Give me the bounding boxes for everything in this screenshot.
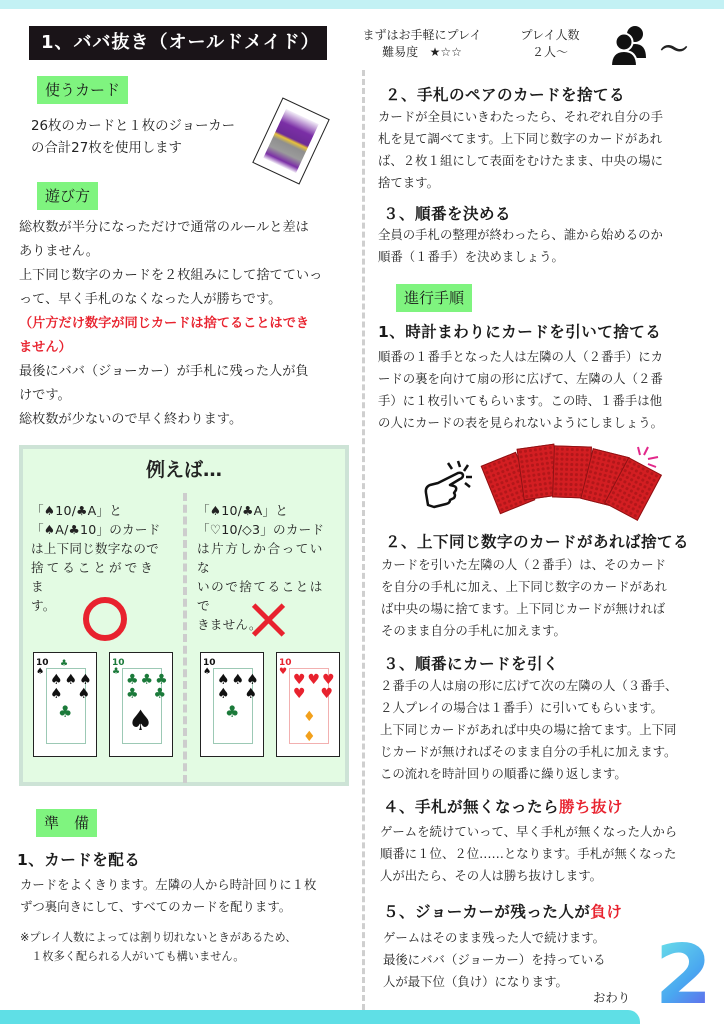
win-text: 勝ち抜け [559, 798, 624, 816]
card-heart10-diamond3: 10 ♥ ♥♥♥ ♥ ♥ ♦ ♦ [276, 652, 340, 757]
step2-text: カードが全員にいきわたったら、それぞれ自分の手 札を見て調べてます。上下同じ数字のカードがあれ ば、２枚１組にして表面をむけたまま、中央の場に 捨てます。 [378, 109, 663, 190]
prep-step1-text: カードをよくきります。左隣の人から時計回りに１枚 ずつ裏向きにして、すべてのカードを配ります。 [20, 877, 317, 914]
club-pips: ♣♣♣ ♣ ♣ [126, 672, 170, 702]
example-divider [183, 493, 187, 783]
bottom-decor-bar [0, 1010, 640, 1024]
warning-text: （片方だけ数字が同じカードは捨てることはでき [19, 316, 310, 331]
diamond-pips: ♦ ♦ [303, 709, 316, 745]
page-number: 2 [655, 928, 713, 1023]
lose-text: 負け [590, 903, 623, 921]
people-icon [608, 24, 652, 66]
difficulty-stars: ★☆☆ [429, 45, 462, 59]
progress-step4-text: ゲームを続けていって、早く手札が無くなった人から 順番に１位、２位……となります。手札が無くなった 人が出たら、その人は勝ち抜けします。 [380, 824, 678, 883]
label-prep: 準 備 [36, 809, 97, 837]
players-value: ２人～ [531, 45, 568, 59]
progress-step3-title: ３、順番にカードを引く [383, 655, 560, 673]
ace-spade-pip: ♠ [128, 704, 154, 737]
progress-step2-title: ２、上下同じ数字のカードがあれば捨てる [385, 533, 690, 551]
example-ng-text: 「♠10/♣A」と 「♡10/◇3」のカード は片方しか合っていな いので捨てることはで きません。 [197, 503, 325, 632]
progress-step1-text: 順番の１番手となった人は左隣の人（２番手）にカ ードの裏を向けて扇の形に広げて、左隣の人（２番 手）に１枚引いてもらいます。この時、１番手は他 の人にカードの表を見られないようにしましょう。 [378, 349, 663, 430]
spade-pips: ♠♠♠ ♠ ♠ [50, 672, 94, 702]
card-spade10-clubA-2: 10 ♠ ♠♠♠ ♠ ♠ ♣ [200, 652, 264, 757]
progress-step2-text: カードを引いた左隣の人（２番手）は、そのカード を自分の手札に加え、上下同じ数字のカードがあれ ば中央の場に捨てます。上下同じカードが無ければ そのまま自分の手札に加えます。 [381, 557, 667, 638]
label-progress: 進行手順 [396, 284, 472, 312]
step2-title: ２、手札のペアのカードを捨てる [385, 86, 626, 104]
circle-ok-icon [83, 597, 127, 641]
progress-step3-text: ２番手の人は扇の形に広げて次の左隣の人（３番手、 ２人プレイの場合は１番手）に引いてもらいます。 上下同じカードがあれば中央の場に捨てます。上下同 じカードが無ければそのまま自分の手札に加えます。 この流れを時計回りの順番に繰り返します。 [380, 678, 678, 781]
players-label: プレイ人数 [520, 28, 580, 42]
page-title: 1、ババ抜き（オールドメイド） [29, 26, 327, 60]
card-spade10-clubA: 10 ♠ ♠♠♠ ♠ ♠ ♣ ♣ [33, 652, 97, 757]
step3-text: 全員の手札の整理が終わったら、誰から始めるのか 順番（１番手）を決めましょう。 [378, 227, 663, 264]
cross-ng-icon [251, 603, 285, 637]
example-title: 例えば… [145, 459, 222, 481]
end-text: おわり [593, 990, 631, 1005]
club-pip: ♣ [225, 702, 240, 721]
progress-step5-title: ５、ジョーカーが残った人が負け [383, 903, 623, 921]
progress-step5-text: ゲームはそのまま残った人で続けます。 最後にババ（ジョーカー）を持っている 人が最下位（負け）になります。 [383, 930, 606, 989]
example-box [19, 445, 349, 786]
club-pip: ♣ [58, 702, 73, 721]
example-ok-text: 「♠10/♣A」と 「♠A/♣10」のカード は上下同じ数字なので 捨てることができま す。 [31, 503, 161, 613]
progress-step4-title: ４、手札が無くなったら勝ち抜け [383, 798, 624, 816]
spade-pips: ♠♠♠ ♠ ♠ [217, 672, 261, 702]
players-info [515, 27, 585, 61]
heart-pips: ♥♥♥ ♥ ♥ [293, 672, 337, 702]
progress-step1-title: 1、時計まわりにカードを引いて捨てる [378, 323, 662, 341]
step3-title: ３、順番を決める [383, 205, 512, 223]
top-decor-bar [0, 0, 724, 9]
players-suffix: ～ [660, 33, 689, 66]
joker-art [263, 109, 318, 173]
difficulty-info [352, 27, 492, 61]
hand-pointing-icon [420, 455, 480, 515]
card-club10-spadeA: 10 ♣ ♣♣♣ ♣ ♣ ♠ [109, 652, 173, 757]
column-divider [362, 70, 365, 1010]
tagline: まずはお手軽にプレイ [362, 28, 482, 42]
cards-used-text: 26枚のカードと１枚のジョーカー の合計27枚を使用します [31, 119, 235, 156]
sparkle-icon [632, 445, 662, 473]
how-to-play-text: 総枚数が半分になっただけで通常のルールと差は ありません。 上下同じ数字のカードを２枚組みにして捨てていっ って、早く手札のなくなった人が勝ちです。 （片方だけ数字が同じカードは捨てることはでき ません） 最後にババ（ジョーカー）が手札に残った人が負 けです。 総枚数が少ないので早く終わります。 [19, 216, 359, 432]
difficulty: 難易度 ★☆☆ [382, 45, 462, 59]
prep-note: ※プレイ人数によっては割り切れないときがあるため、 １枚多く配られる人がいても構いません。 [20, 931, 297, 963]
prep-step1-title: 1、カードを配る [17, 851, 141, 869]
label-how-to-play: 遊び方 [37, 182, 98, 210]
joker-card-image [252, 97, 330, 184]
label-cards-used: 使うカード [37, 76, 128, 104]
